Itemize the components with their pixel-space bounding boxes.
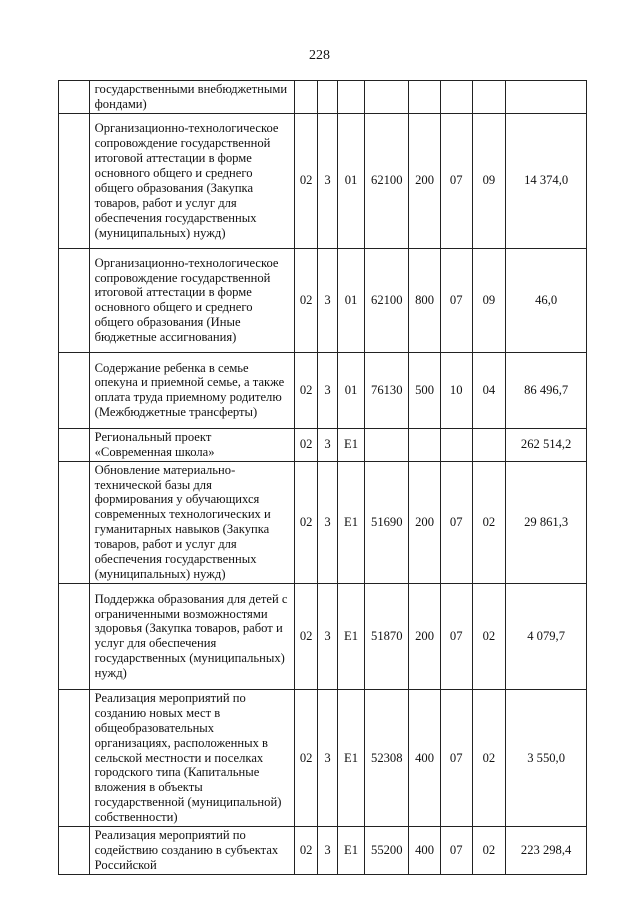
subsection-cell [472, 81, 506, 114]
expense-type-cell: 200 [409, 583, 441, 689]
item-name-cell: Организационно-технологическое сопровождение государственной итоговой аттестации в форме основного общего и среднего общего образования (Иные бюджетные ассигнования) [89, 248, 294, 352]
amount-cell: 223 298,4 [506, 827, 587, 875]
expense-type-cell [409, 428, 441, 461]
direction-cell: 55200 [365, 827, 409, 875]
item-name-cell: Организационно-технологическое сопровождение государственной итоговой аттестации в форме основного общего и среднего общего образования (Закупка товаров, работ и услуг для обеспечения государственных (муниципальных) нужд) [89, 113, 294, 248]
project-cell: E1 [337, 689, 365, 826]
code-cell: 02 [294, 248, 317, 352]
code-cell [294, 81, 317, 114]
table-row [59, 461, 587, 583]
table-row [59, 583, 587, 689]
page-number: 228 [309, 48, 330, 63]
direction-cell [365, 428, 409, 461]
project-cell: E1 [337, 428, 365, 461]
amount-cell: 4 079,7 [506, 583, 587, 689]
project-cell: 01 [337, 113, 365, 248]
code-cell: 02 [294, 689, 317, 826]
item-name-cell: Реализация мероприятий по содействию созданию в субъектах Российской [89, 827, 294, 875]
expense-type-cell: 400 [409, 827, 441, 875]
program-cell: 3 [318, 827, 337, 875]
amount-cell: 262 514,2 [506, 428, 587, 461]
expense-type-cell: 200 [409, 113, 441, 248]
subsection-cell: 09 [472, 113, 506, 248]
code-cell: 02 [294, 428, 317, 461]
direction-cell: 62100 [365, 113, 409, 248]
table-row [59, 689, 587, 826]
row-number-cell [59, 461, 90, 583]
budget-table [58, 80, 587, 875]
amount-cell [506, 81, 587, 114]
row-number-cell [59, 428, 90, 461]
project-cell: E1 [337, 461, 365, 583]
code-cell: 02 [294, 827, 317, 875]
program-cell [318, 81, 337, 114]
section-cell [440, 81, 472, 114]
section-cell: 07 [440, 583, 472, 689]
direction-cell: 76130 [365, 352, 409, 428]
program-cell: 3 [318, 248, 337, 352]
program-cell: 3 [318, 461, 337, 583]
program-cell: 3 [318, 583, 337, 689]
budget-table-body [59, 81, 587, 875]
project-cell: E1 [337, 583, 365, 689]
project-cell: 01 [337, 352, 365, 428]
table-row [59, 428, 587, 461]
amount-cell: 14 374,0 [506, 113, 587, 248]
amount-cell: 86 496,7 [506, 352, 587, 428]
row-number-cell [59, 248, 90, 352]
item-name-cell: Региональный проект «Современная школа» [89, 428, 294, 461]
program-cell: 3 [318, 352, 337, 428]
item-name-cell: государственными внебюджетными фондами) [89, 81, 294, 114]
row-number-cell [59, 689, 90, 826]
direction-cell: 51870 [365, 583, 409, 689]
row-number-cell [59, 113, 90, 248]
project-cell: 01 [337, 248, 365, 352]
section-cell: 07 [440, 461, 472, 583]
code-cell: 02 [294, 583, 317, 689]
code-cell: 02 [294, 113, 317, 248]
program-cell: 3 [318, 428, 337, 461]
section-cell [440, 428, 472, 461]
subsection-cell: 02 [472, 583, 506, 689]
expense-type-cell: 500 [409, 352, 441, 428]
direction-cell [365, 81, 409, 114]
expense-type-cell: 400 [409, 689, 441, 826]
subsection-cell: 09 [472, 248, 506, 352]
section-cell: 07 [440, 113, 472, 248]
program-cell: 3 [318, 689, 337, 826]
expense-type-cell: 800 [409, 248, 441, 352]
table-row [59, 113, 587, 248]
subsection-cell: 02 [472, 827, 506, 875]
direction-cell: 62100 [365, 248, 409, 352]
table-row [59, 352, 587, 428]
code-cell: 02 [294, 461, 317, 583]
section-cell: 10 [440, 352, 472, 428]
direction-cell: 51690 [365, 461, 409, 583]
item-name-cell: Содержание ребенка в семье опекуна и приемной семье, а также оплата труда приемному родителю (Межбюджетные трансферты) [89, 352, 294, 428]
direction-cell: 52308 [365, 689, 409, 826]
section-cell: 07 [440, 689, 472, 826]
item-name-cell: Поддержка образования для детей с ограниченными возможностями здоровья (Закупка товаров, работ и услуг для обеспечения государственных (муниципальных) нужд) [89, 583, 294, 689]
subsection-cell: 02 [472, 689, 506, 826]
project-cell: E1 [337, 827, 365, 875]
amount-cell: 46,0 [506, 248, 587, 352]
subsection-cell: 02 [472, 461, 506, 583]
row-number-cell [59, 583, 90, 689]
item-name-cell: Реализация мероприятий по созданию новых мест в общеобразовательных организациях, расположенных в сельской местности и поселках городского типа (Капитальные вложения в объекты государственной (муниципальной) собственности) [89, 689, 294, 826]
subsection-cell: 04 [472, 352, 506, 428]
expense-type-cell [409, 81, 441, 114]
row-number-cell [59, 81, 90, 114]
amount-cell: 3 550,0 [506, 689, 587, 826]
project-cell [337, 81, 365, 114]
code-cell: 02 [294, 352, 317, 428]
table-row [59, 827, 587, 875]
amount-cell: 29 861,3 [506, 461, 587, 583]
item-name-cell: Обновление материально-технической базы для формирования у обучающихся современных технологических и гуманитарных навыков (Закупка товаров, работ и услуг для обеспечения государственных (муниципальных) нужд) [89, 461, 294, 583]
table-row [59, 81, 587, 114]
program-cell: 3 [318, 113, 337, 248]
row-number-cell [59, 827, 90, 875]
section-cell: 07 [440, 827, 472, 875]
row-number-cell [59, 352, 90, 428]
table-row [59, 248, 587, 352]
expense-type-cell: 200 [409, 461, 441, 583]
section-cell: 07 [440, 248, 472, 352]
subsection-cell [472, 428, 506, 461]
